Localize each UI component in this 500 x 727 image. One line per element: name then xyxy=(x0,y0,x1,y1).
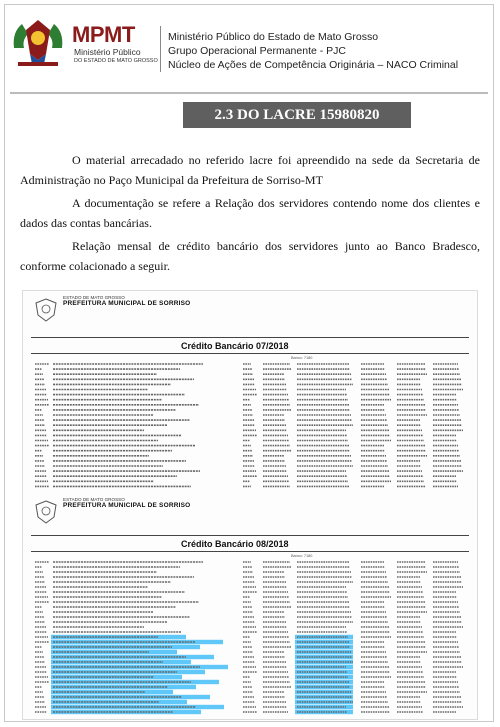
logo-acronym: MPMT xyxy=(72,22,135,47)
report-header xyxy=(63,497,190,508)
title-rule-top xyxy=(31,337,469,338)
organization-lines xyxy=(168,30,498,72)
report-municipality: PREFEITURA MUNICIPAL DE SORRISO xyxy=(63,299,191,307)
logo-subtitle-small: DO ESTADO DE MATO GROSSO xyxy=(74,58,158,64)
mpmt-emblem-icon xyxy=(8,14,68,70)
document-header xyxy=(8,10,492,80)
table-row xyxy=(35,655,461,659)
paragraph-3: Relação mensal de crédito bancário dos servidores junto ao Banco Bradesco, conforme colacionado a seguir. xyxy=(20,239,480,273)
scanned-bank-report xyxy=(22,290,478,720)
paragraph-1: O material arrecadado no referido lacre foi apreendido na sede da Secretaria de Administração no Paço Municipal da Prefeitura de Sorriso-MT xyxy=(20,153,480,187)
report-state: ESTADO DE MATO GROSSO xyxy=(63,497,125,502)
report-state: ESTADO DE MATO GROSSO xyxy=(63,295,125,300)
report-rows xyxy=(31,559,469,717)
table-row xyxy=(35,650,460,654)
title-rule-bottom xyxy=(31,353,469,354)
table-row xyxy=(35,685,459,689)
report-block-07-2018 xyxy=(31,293,469,493)
report-title: Crédito Bancário 08/2018 xyxy=(181,539,289,549)
table-row xyxy=(35,705,463,709)
title-rule-top xyxy=(31,535,469,536)
table-row xyxy=(35,660,462,664)
report-rows xyxy=(31,361,469,491)
municipal-crest-icon xyxy=(33,499,59,525)
header-rule xyxy=(10,92,488,94)
table-row xyxy=(35,665,463,669)
title-rule-bottom xyxy=(31,551,469,552)
logo-subtitle: Ministério Público xyxy=(74,47,141,57)
table-row xyxy=(35,645,459,649)
org-line-1: Ministério Público do Estado de Mato Grosso xyxy=(168,31,379,43)
report-block-08-2018 xyxy=(31,495,469,719)
table-row xyxy=(35,670,456,674)
report-header xyxy=(63,295,190,306)
table-row xyxy=(35,640,458,644)
header-divider xyxy=(160,26,161,72)
section-title: 2.3 DO LACRE 15980820 xyxy=(183,102,411,128)
table-row xyxy=(35,710,456,714)
org-line-3: Núcleo de Ações de Competência Originária – NACO Criminal xyxy=(168,59,459,71)
bank-label: Banco: 7180 xyxy=(291,356,313,360)
paragraph-2: A documentação se refere a Relação dos servidores contendo nome dos clientes e dados das contas bancárias. xyxy=(20,196,480,230)
table-row xyxy=(35,700,462,704)
mpmt-logo-text xyxy=(72,22,158,70)
municipal-crest-icon xyxy=(33,297,59,323)
table-row xyxy=(35,675,457,679)
highlight-mark xyxy=(51,665,228,669)
table-row xyxy=(35,680,458,684)
report-title: Crédito Bancário 07/2018 xyxy=(181,341,289,351)
table-row xyxy=(35,635,457,639)
table-row xyxy=(35,690,460,694)
table-row xyxy=(35,695,461,699)
org-line-2: Grupo Operacional Permanente - PJC xyxy=(168,45,347,57)
report-municipality: PREFEITURA MUNICIPAL DE SORRISO xyxy=(63,501,191,509)
bank-label: Banco: 7180 xyxy=(291,554,313,558)
